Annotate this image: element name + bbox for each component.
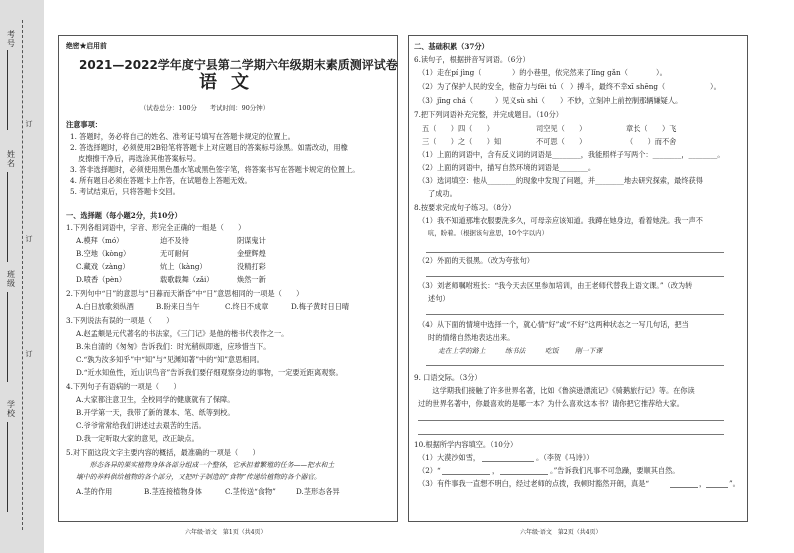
q6-part: ）不妙，立刻冲上前控制那辆嫌疑人。: [560, 96, 683, 105]
notice-item: 4. 所有题目必须在答题卡上作答，在试题卷上答题无效。: [70, 176, 252, 185]
section-1-heading: 一、选择题（每小题2分，共10分）: [66, 211, 182, 220]
ding-mark-2: 订: [25, 235, 33, 243]
notice-item: 2. 答选择题时，必须使用2B铅笔将答题卡上对应题目的答案标号涂黑。如需改动，用橡: [70, 143, 348, 152]
q7-idiom[interactable]: 三（ ）之（ ）知: [422, 137, 502, 146]
answer-blank[interactable]: [482, 461, 534, 462]
option[interactable]: B.空地（kòng）: [76, 249, 131, 258]
answer-blank[interactable]: [706, 487, 728, 488]
answer-blank[interactable]: [500, 474, 548, 475]
option-word: 金壁辉煌: [237, 249, 266, 258]
question-7: 7.把下列词语补充完整，并完成题目。（10分）: [414, 110, 563, 119]
q10-part: ”。: [729, 479, 740, 488]
q8-item: 述句）: [428, 294, 450, 303]
option[interactable]: B.开学第一天，我带了新的课本、笔、纸等到校。: [76, 408, 235, 417]
secret-mark: 绝密★启用前: [66, 42, 107, 50]
q9-text: 这学期我们接触了许多世界名著，比如《鲁滨逊漂流记》《骑鹅旅行记》等。在你读: [418, 386, 695, 395]
q6-part: ）。: [656, 68, 667, 77]
option-word: 炕上（kàng）: [160, 262, 207, 271]
q10-part: 。”告诉我们凡事不可急躁，要顺其自然。: [550, 466, 680, 475]
q10-part: （1）大漠沙如雪，: [418, 453, 481, 462]
q6-part: ）搏斗，最终不幸xī shēng（: [570, 82, 666, 91]
binding-sidebar: [0, 0, 44, 553]
q6-part: ）。: [710, 82, 721, 91]
option[interactable]: D.“近水知鱼性，近山识鸟音”告诉我们要仔细观察身边的事物，一定要近距离观察。: [76, 368, 343, 377]
option[interactable]: B.盼来日当午: [156, 302, 200, 311]
q6-part: ）见义sù shì（: [495, 96, 545, 105]
q7-idiom[interactable]: 五（ ）四（ ）: [422, 124, 494, 133]
q5-passage: 形态各异的果实植物身体各部分组成一个整体，它承担着繁殖的任务——把水和土: [76, 461, 335, 469]
option[interactable]: C.茎传送“食物”: [225, 487, 276, 496]
question-3: 3.下列说法有误的一项是（ ）: [66, 316, 174, 325]
notice-item: 3. 答非选择题时，必须使用黑色墨水笔或黑色签字笔，将答案书写在答题卡规定的位置上。: [70, 165, 360, 174]
q6-part: （2）为了保护人民的安全，他奋力与fěi tú（: [418, 82, 564, 91]
option[interactable]: C.藏戏（zàng）: [76, 262, 130, 271]
q8-item: （4）从下面的情境中选择一个，就心情“好”或“不好”这两种状态之一写几句话，把当: [418, 320, 689, 329]
option-word: 焕然一新: [237, 275, 266, 284]
q10-part: （3）有件事我一直想不明白，经过老师的点拨，我顿时豁然开朗，真是“: [418, 479, 650, 488]
q7-idiom[interactable]: 司空见（ ）: [536, 124, 587, 133]
option[interactable]: A.茎的作用: [76, 487, 113, 496]
option[interactable]: A.模拜（mó）: [76, 236, 124, 245]
option[interactable]: C.终日不成章: [225, 302, 269, 311]
q7-idiom[interactable]: 章长（ ）飞: [626, 124, 677, 133]
page-footer: 六年级·语文 第1页（共4页）: [185, 529, 267, 536]
question-9: 9. 口语交际。（3分）: [414, 373, 482, 382]
notice-item: 皮擦擦干净后，再选涂其他答案标号。: [78, 154, 201, 163]
notice-item: 1. 答题时，务必将自己的姓名、准考证号填写在答题卡规定的位置上。: [70, 132, 295, 141]
kaohao-label: 考号: [7, 30, 15, 48]
q7-sub: 了成功。: [428, 189, 457, 198]
answer-line[interactable]: [426, 314, 724, 315]
answer-line[interactable]: [418, 420, 724, 421]
option-word: 没精打彩: [237, 262, 266, 271]
q10-part: ，: [699, 479, 707, 488]
q9-text: 过的世界名著中，你最喜欢的是哪一本？为什么喜欢这本书？请你把它推荐给大家。: [418, 399, 684, 408]
q7-sub: （1）上面的词语中，含有反义词的词语是________，我能照样子写两个：________，________。: [418, 150, 725, 159]
option[interactable]: C.爷爷常常给我们讲述过去艰苦的生活。: [76, 421, 206, 430]
ding-mark-3: 订: [25, 350, 33, 358]
page-footer: 六年级·语文 第2页（共4页）: [520, 529, 602, 536]
q8-item: （2）外面的天很黑。（改为夸张句）: [418, 256, 534, 265]
class-label: 班级: [7, 270, 15, 288]
ding-mark-1: 订: [25, 120, 33, 128]
answer-blank[interactable]: [442, 474, 490, 475]
option[interactable]: A.赵孟頫是元代著名的书法家，《三门记》是他的楷书代表作之一。: [76, 329, 289, 338]
q8-item: （3）刘老师嘱咐班长：“我今天去区里参加培训，由王老师代替我上语文课。”（改为转: [418, 281, 693, 290]
class-field[interactable]: [7, 292, 8, 382]
q8-scene[interactable]: 练书法: [505, 347, 526, 355]
q7-idiom[interactable]: （ ）而不舍: [626, 137, 677, 146]
subject-title: 语文: [199, 72, 263, 93]
exam-title: 2021—2022学年度宁县第二学期六年级期末素质测评试卷: [79, 58, 398, 72]
option[interactable]: D.茎形态各异: [296, 487, 340, 496]
option[interactable]: B.茎连接植物身体: [144, 487, 202, 496]
option-word: 迫不及待: [160, 236, 189, 245]
q5-passage: 壤中的养料供给植物的各个部分，又把叶子制造的“食物”传递给植物的各个器官。: [76, 473, 321, 481]
q10-part: （2）“: [418, 466, 441, 475]
exam-meta: （试卷总分：100分 考试时间：90分钟）: [140, 104, 269, 112]
question-8: 8.按要求完成句子练习。（8分）: [414, 203, 516, 212]
q7-sub: （2）上面的词语中，描写自然环境的词语是________。: [418, 163, 596, 172]
answer-line[interactable]: [426, 276, 724, 277]
answer-line[interactable]: [426, 365, 724, 366]
option[interactable]: D.梅子黄时日日晴: [291, 302, 350, 311]
section-2-heading: 二、基础积累（37分）: [414, 42, 489, 51]
option-word: 无可耐何: [160, 249, 189, 258]
q8-item: 时的情绪自然地表达出来。: [428, 333, 515, 342]
q10-part: ，: [492, 466, 500, 475]
question-10: 10.根据所学内容填空。（10分）: [414, 440, 518, 449]
q6-part: ）的小巷里，依完然来了lǐng gǎn（: [512, 68, 628, 77]
q7-sub: （3）选词填空：他从________的现象中发现了问题，并________地去研究探索，最终获得: [418, 176, 703, 185]
name-field[interactable]: [7, 172, 8, 262]
notice-heading: 注意事项：: [66, 120, 102, 129]
question-6: 6.读句子，根据拼音写词语。（6分）: [414, 55, 530, 64]
option[interactable]: A.白日放歌须纵酒: [76, 302, 134, 311]
option-word: 阴谋鬼计: [237, 236, 266, 245]
school-label: 学校: [7, 400, 15, 418]
option[interactable]: D.我一定听取大家的意见，改正缺点。: [76, 434, 199, 443]
kaohao-field[interactable]: [7, 50, 8, 130]
q6-part: （1）走在pí jìng（: [418, 68, 482, 77]
answer-line[interactable]: [426, 252, 724, 253]
q8-scene[interactable]: 走在上学的路上: [438, 347, 486, 355]
option-word: 载歌载舞（zǎi）: [160, 275, 214, 284]
q7-idiom[interactable]: 不可思（ ）: [536, 137, 587, 146]
question-2: 2.下列句中“日”的意思与“日暮而天渐昏”中“日”意思相同的一项是（ ）: [66, 289, 304, 298]
option[interactable]: A.大家都注意卫生，全校同学的健康就有了保障。: [76, 395, 235, 404]
q8-scene[interactable]: 吃饭: [545, 347, 559, 355]
q8-scene[interactable]: 刚一下课: [575, 347, 603, 355]
question-4: 4.下列句子有语病的一项是（ ）: [66, 382, 181, 391]
name-label: 姓名: [7, 150, 15, 168]
fold-line: [22, 20, 23, 530]
answer-blank[interactable]: [670, 487, 698, 488]
question-1: 1.下列各组词语中，字音、形完全正确的一组是（ ）: [66, 223, 246, 232]
school-field[interactable]: [7, 422, 8, 512]
q8-item: 吭，盼着。（根据该句意思，10个字以内）: [428, 229, 548, 237]
notice-item: 5. 考试结束后，只将答题卡交回。: [70, 187, 180, 196]
q6-part: （3）jǐng chá（: [418, 96, 474, 105]
option[interactable]: B.朱自清的《匆匆》告诉我们：时光稍纵即逝，应珍惜当下。: [76, 342, 271, 351]
q10-part: 。（李贺《马诗》）: [536, 453, 594, 462]
option[interactable]: D.喷香（pèn）: [76, 275, 127, 284]
answer-line[interactable]: [418, 434, 724, 435]
q8-item: （1）我不知道那堆衣服要洗多久，可母亲应该知道。我蹲在她身边，看着她洗。我一声不: [418, 216, 703, 225]
question-5: 5.对下面这段文字主要内容的概括，最准确的一项是（ ）: [66, 448, 260, 457]
option[interactable]: C.“孰为汝多知乎”中“知”与“见渊知著”中的“知”意思相同。: [76, 355, 264, 364]
